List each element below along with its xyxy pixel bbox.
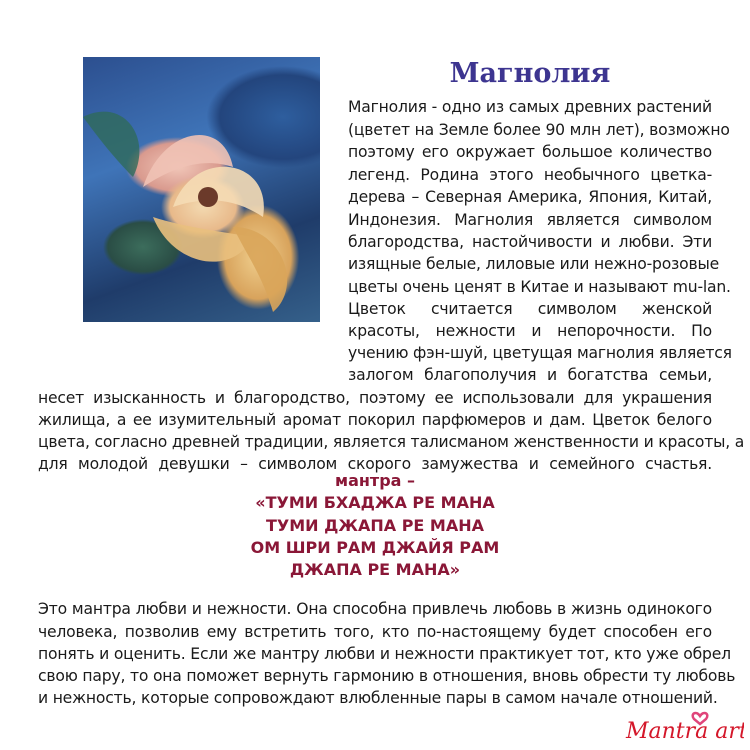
text-line: и нежность, которые сопровождают влюбленные пары в самом начале отношений. [38, 689, 718, 707]
page-title: Магнолия [449, 58, 611, 89]
mantra-block [0, 470, 750, 581]
mantra-line: ТУМИ ДЖАПА РЕ МАНА [266, 515, 484, 535]
mantra-line: ДЖАПА РЕ МАНА» [289, 560, 461, 580]
text-line: цвета, согласно древней традиции, является талисманом женственности и красоты, а [38, 433, 745, 451]
text-line: Цветок считается символом женской [348, 299, 712, 318]
text-line: красоты, нежности и непорочности. По [348, 322, 712, 340]
text-line: поэтому его окружает большое количество [348, 143, 712, 161]
text-line: Магнолия - одно из самых древних растений [348, 98, 712, 116]
text-line: дерева – Северная Америка, Япония, Китай, [348, 188, 712, 206]
text-line: цветы очень ценят в Китае и называют mu-lan. [348, 277, 731, 296]
mantra-line: «ТУМИ БХАДЖА РЕ МАНА [255, 493, 495, 513]
mantra-label: мантра – [334, 471, 416, 490]
text-line: несет изысканность и благородство, поэтому ее использовали для украшения [38, 388, 712, 407]
text-line: для молодой девушки – символом скорого замужества и семейного счастья. [38, 455, 712, 473]
text-line: свою пару, то она поможет вернуть гармонию в отношения, вновь обрести ту любовь [38, 667, 736, 685]
text-line: человека, позволив ему встретить того, кто по-настоящему будет способен его [38, 622, 712, 641]
text-line: (цветет на Земле более 90 млн лет), возможно [348, 120, 730, 139]
text-line: жилища, а ее изумительный аромат покорил парфюмеров и дам. Цветок белого [38, 411, 712, 429]
text-line: Индонезия. Магнолия является символом [348, 210, 712, 229]
mantra-line: ОМ ШРИ РАМ ДЖАЙЯ РАМ [250, 537, 500, 557]
svg-text:Mantra art: Mantra art [626, 719, 744, 744]
mantra-art-logo [624, 708, 744, 748]
text-line: учению фэн-шуй, цветущая магнолия является [348, 344, 732, 362]
text-line: залогом благополучия и богатства семьи, [348, 366, 712, 384]
text-line: легенд. Родина этого необычного цветка- [348, 165, 712, 184]
magnolia-painting [83, 57, 320, 322]
text-line: изящные белые, лиловые или нежно-розовые [348, 255, 719, 273]
text-line: понять и оценить. Если же мантру любви и нежности практикует тот, кто уже обрел [38, 645, 731, 663]
text-line: благородства, настойчивости и любви. Эти [348, 233, 712, 251]
text-line: Это мантра любви и нежности. Она способна привлечь любовь в жизнь одинокого [38, 600, 712, 618]
